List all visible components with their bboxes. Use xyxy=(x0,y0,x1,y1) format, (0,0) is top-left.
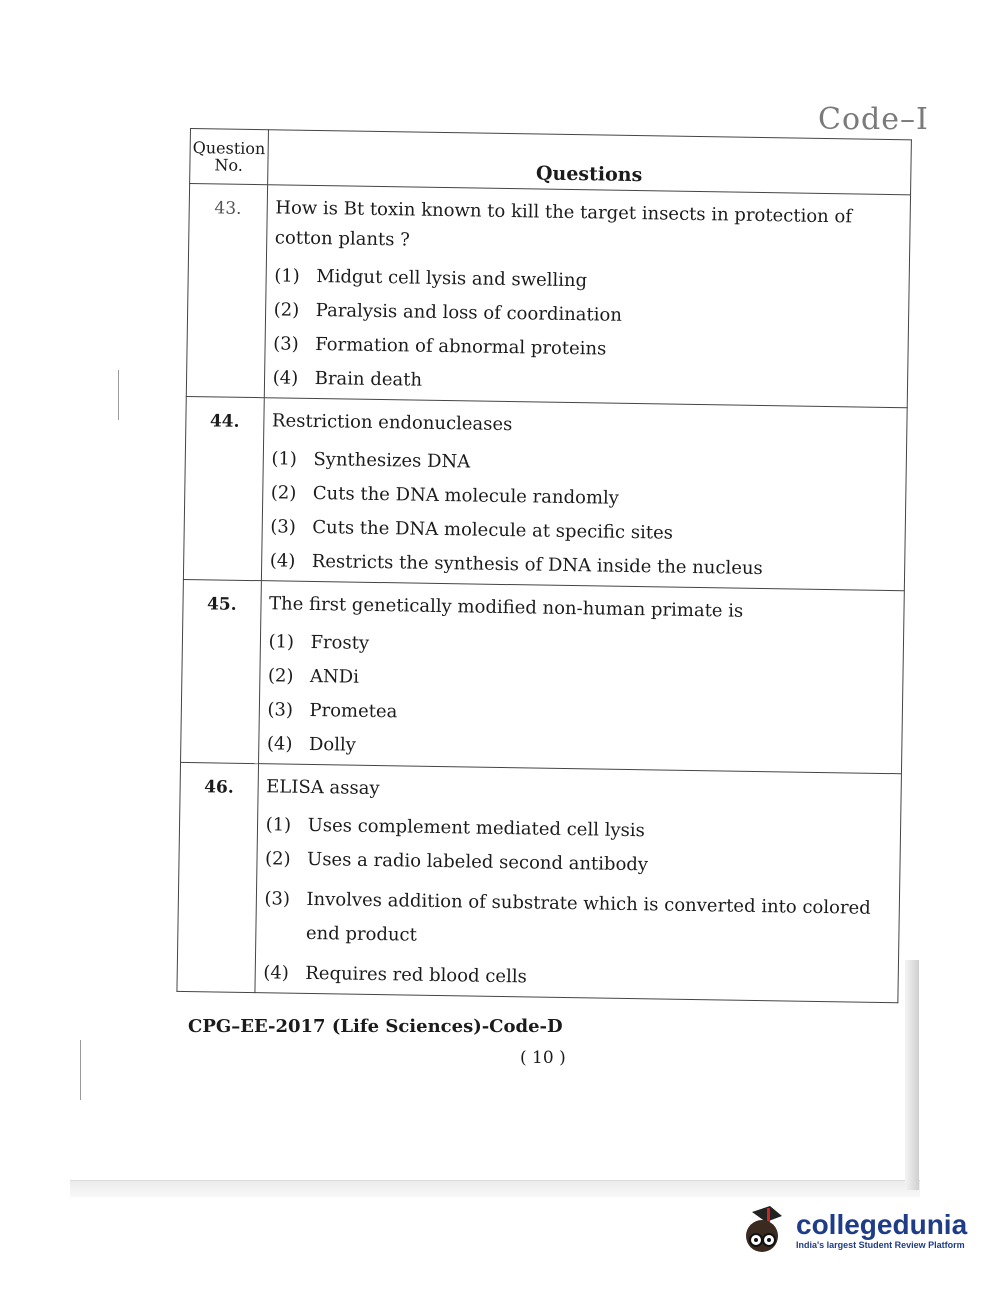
exam-code-footer: CPG–EE-2017 (Life Sciences)-Code-D xyxy=(188,1016,563,1037)
option-text: Uses a radio labeled second antibody xyxy=(306,848,649,876)
paper-code: Code–I xyxy=(818,102,929,137)
option-number: (4) xyxy=(263,962,289,984)
question-body xyxy=(264,185,911,408)
scan-mark xyxy=(118,370,119,420)
option-number: (4) xyxy=(272,367,299,389)
column-header-questions: Questions xyxy=(267,130,911,195)
question-stem: Restriction endonucleases xyxy=(271,410,513,436)
option-number: (4) xyxy=(266,733,293,755)
option-text: Formation of abnormal proteins xyxy=(315,333,607,360)
option xyxy=(271,448,896,480)
question-stem: How is Bt toxin known to kill the target insects in protection of cotton plants ? xyxy=(274,197,853,251)
option-number: (3) xyxy=(273,333,299,355)
option xyxy=(267,733,892,765)
question-number: 46. xyxy=(177,762,258,992)
option-number: (1) xyxy=(265,814,292,836)
option-number: (3) xyxy=(267,699,294,721)
question-row-44 xyxy=(183,396,907,590)
question-body xyxy=(258,581,904,774)
option xyxy=(265,848,890,880)
option xyxy=(268,631,893,663)
option xyxy=(270,516,895,548)
option-number: (2) xyxy=(264,848,291,870)
option xyxy=(273,333,898,365)
option xyxy=(265,814,890,846)
option-text: Prometea xyxy=(309,699,398,723)
brand-name: collegedunia xyxy=(796,1209,968,1240)
question-row-45 xyxy=(181,579,905,773)
mascot-icon xyxy=(738,1204,790,1256)
option-text: Frosty xyxy=(310,631,370,654)
question-row-46 xyxy=(177,762,902,1002)
option-text: Cuts the DNA molecule at specific sites xyxy=(312,516,674,544)
option-text: Requires red blood cells xyxy=(305,962,527,988)
option-text: Cuts the DNA molecule randomly xyxy=(312,482,620,509)
question-number: 43. xyxy=(186,184,267,398)
question-body xyxy=(261,398,907,591)
collegedunia-logo xyxy=(738,1200,968,1260)
option xyxy=(264,882,889,960)
option-text: Brain death xyxy=(314,367,423,391)
option-number: (1) xyxy=(271,448,298,470)
column-header-number: Question No. xyxy=(190,129,268,185)
option xyxy=(272,367,897,399)
option-text: Uses complement mediated cell lysis xyxy=(307,814,645,842)
option-text: Restricts the synthesis of DNA inside the nucleus xyxy=(311,550,763,580)
option-text: Synthesizes DNA xyxy=(313,448,471,473)
option xyxy=(274,299,899,331)
option-text: Involves addition of substrate which is converted into colored end product xyxy=(305,888,871,946)
brand-tagline: India's largest Student Review Platform xyxy=(796,1240,965,1250)
question-body xyxy=(255,764,902,1003)
option xyxy=(263,962,888,994)
option-text: Dolly xyxy=(308,733,357,756)
option-number: (2) xyxy=(273,299,300,321)
option-number: (3) xyxy=(270,516,297,538)
option-number: (4) xyxy=(269,550,296,572)
option-number: (3) xyxy=(264,888,291,910)
option xyxy=(268,665,893,697)
option-text: Midgut cell lysis and swelling xyxy=(316,266,588,292)
page-number: ( 10 ) xyxy=(520,1048,566,1068)
option-number: (1) xyxy=(274,265,300,287)
question-stem: The first genetically modified non-human primate is xyxy=(268,593,744,622)
page-edge xyxy=(905,960,919,1190)
question-row-43 xyxy=(186,184,910,408)
option-number: (1) xyxy=(268,631,295,653)
question-stem: ELISA assay xyxy=(266,776,380,800)
option xyxy=(270,550,895,582)
option-number: (2) xyxy=(270,482,297,504)
option-text: ANDi xyxy=(309,665,360,688)
option xyxy=(274,265,899,297)
option-number: (2) xyxy=(267,665,294,687)
question-sheet xyxy=(176,128,911,1003)
option-text: Paralysis and loss of coordination xyxy=(315,299,623,326)
question-number: 44. xyxy=(183,396,263,580)
question-number: 45. xyxy=(181,579,261,763)
scan-mark xyxy=(80,1040,81,1100)
page-shadow xyxy=(70,1180,920,1197)
option xyxy=(267,699,892,731)
question-table xyxy=(176,128,911,1003)
option xyxy=(271,482,896,514)
